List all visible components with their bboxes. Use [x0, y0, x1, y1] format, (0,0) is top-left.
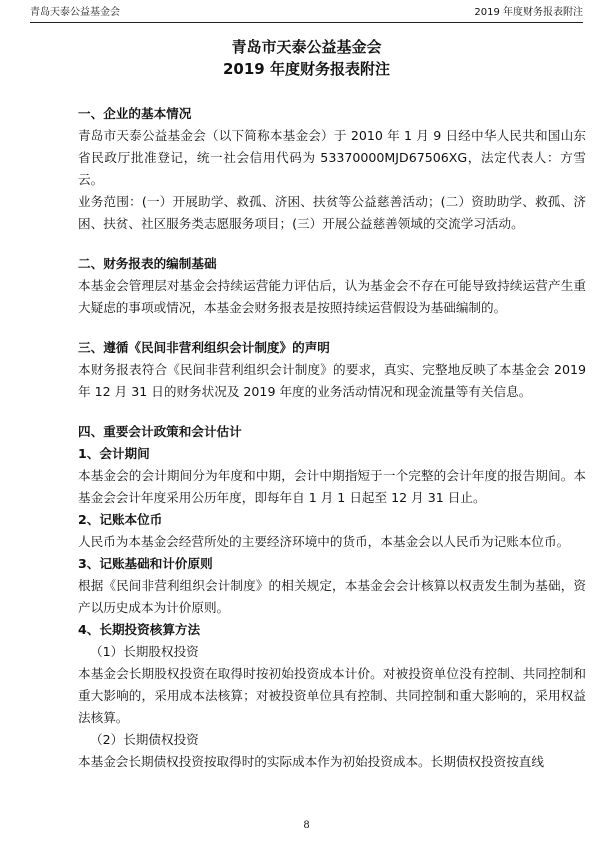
running-header [30, 6, 583, 23]
paragraph: 本基金会长期债权投资按取得时的实际成本作为初始投资成本。长期债权投资按直线 [78, 754, 544, 769]
sub-subsection-heading: （2）长期债权投资 [90, 732, 199, 747]
paragraph: 业务范围：(一）开展助学、救孤、济困、扶贫等公益慈善活动；(二）资助助学、救孤、济困、扶贫、社区服务类志愿服务项目；(三）开展公益慈善领域的交流学习活动。 [78, 194, 586, 231]
header-doc-title: 2019 年度财务报表附注 [474, 7, 583, 18]
paragraph: 本基金会管理层对基金会持续运营能力评估后，认为基金会不存在可能导致持续运营产生重大疑虑的事项或情况，本基金会财务报表是按照持续运营假设为基础编制的。 [78, 278, 586, 315]
document-subtitle: 2019 年度财务报表附注 [223, 60, 390, 78]
paragraph: 人民币为本基金会经营所处的主要经济环境中的货币，本基金会以人民币为记账本位币。 [78, 534, 570, 549]
page-number: 8 [303, 820, 310, 831]
document-title: 青岛市天泰公益基金会 [231, 38, 382, 56]
subsection-heading: 2、记账本位币 [78, 512, 163, 527]
paragraph: 根据《民间非营利组织会计制度》的相关规定，本基金会会计核算以权责发生制为基础，资产以历史成本为计价原则。 [78, 578, 586, 615]
paragraph: 本基金会的会计期间分为年度和中期，会计中期指短于一个完整的会计年度的报告期间。本基金会会计年度采用公历年度，即每年自 1 月 1 日起至 12 月 31 日止。 [78, 468, 586, 505]
subsection-heading: 4、长期投资核算方法 [78, 622, 201, 637]
subsection-heading: 1、会计期间 [78, 446, 150, 461]
section-heading: 二、财务报表的编制基础 [78, 256, 217, 271]
subsection-heading: 3、记账基础和计价原则 [78, 556, 213, 571]
document-body [78, 103, 586, 773]
paragraph: 本财务报表符合《民间非营利组织会计制度》的要求，真实、完整地反映了本基金会 2019 年 12 月 31 日的财务状况及 2019 年度的业务活动情况和现金流量等有关信息。 [78, 362, 586, 399]
sub-subsection-heading: （1）长期股权投资 [90, 644, 199, 659]
section-heading: 四、重要会计政策和会计估计 [78, 424, 242, 439]
paragraph: 本基金会长期股权投资在取得时按初始投资成本计价。对被投资单位没有控制、共同控制和重大影响的，采用成本法核算；对被投资单位具有控制、共同控制和重大影响的，采用权益法核算。 [78, 666, 586, 725]
paragraph: 青岛市天泰公益基金会（以下简称本基金会）于 2010 年 1 月 9 日经中华人民共和国山东省民政厅批准登记，统一社会信用代码为 53370000MJD67506XG，法定代表人：方雪云。 [78, 128, 586, 187]
header-org-name: 青岛天泰公益基金会 [30, 7, 120, 18]
section-heading: 一、企业的基本情况 [78, 106, 192, 121]
section-heading: 三、遵循《民间非营利组织会计制度》的声明 [78, 340, 330, 355]
